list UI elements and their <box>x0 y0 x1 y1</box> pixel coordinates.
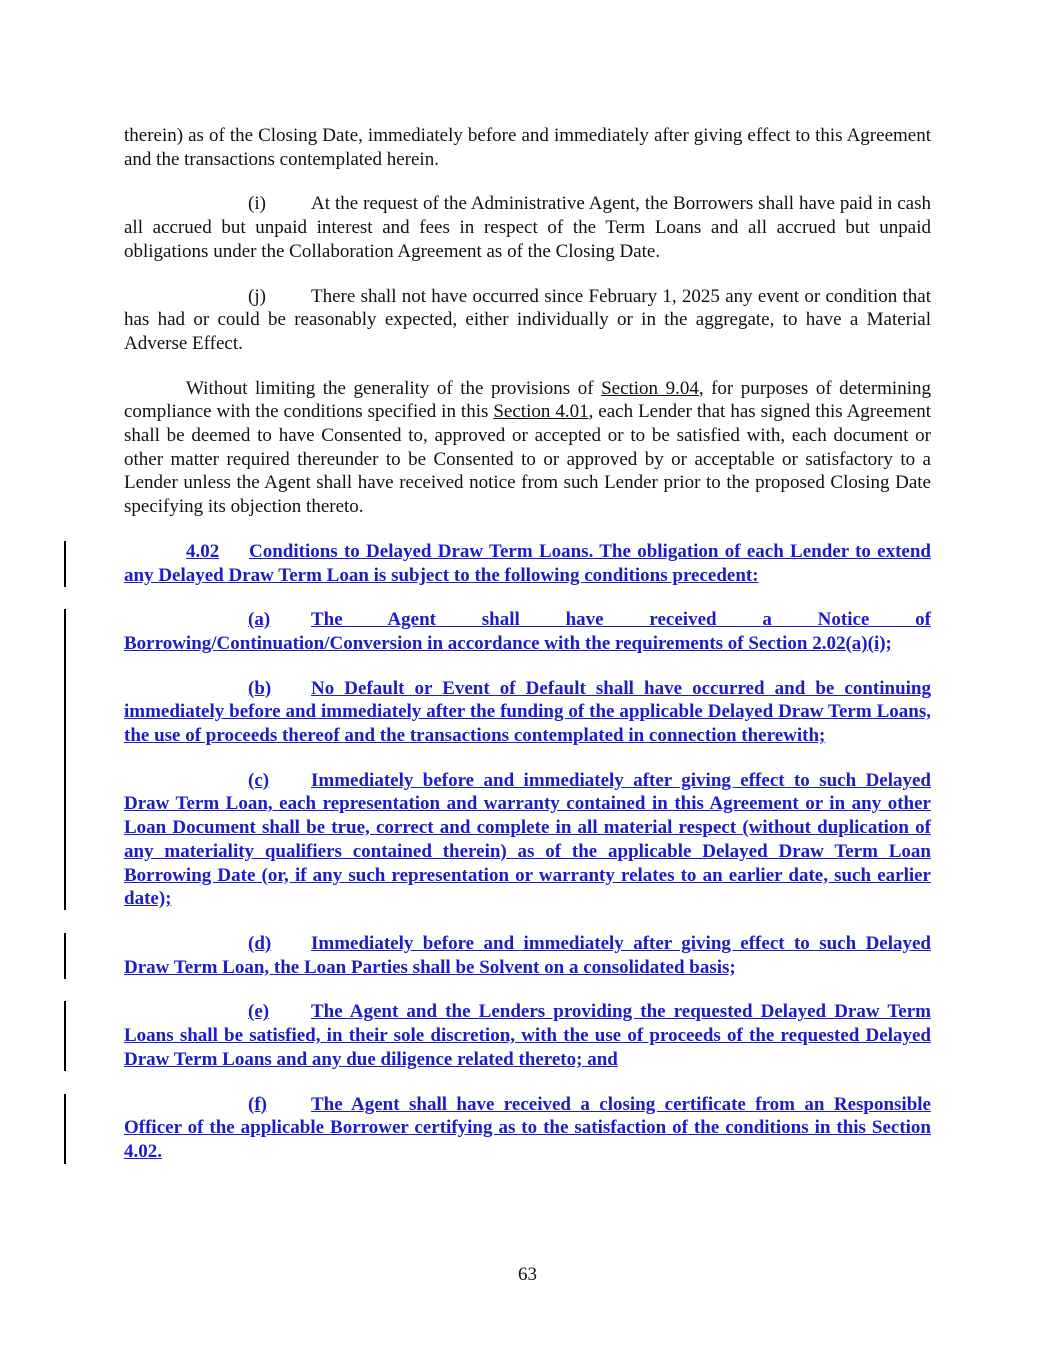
item-text: The Agent and the Lenders providing the requested Delayed Draw Term Loans shall be satisfied, in their sole discretion, with the use of proceeds of the requested Delayed Draw Term Loans and any due diligence related thereto; and <box>124 1001 931 1070</box>
inserted-item-a <box>124 608 931 655</box>
inserted-item-b <box>124 677 931 748</box>
section-4-01-ref: Section 4.01 <box>493 401 589 423</box>
closing-paragraph: Without limiting the generality of the provisions of Section 9.04, for purposes of determining compliance with the conditions specified in this Section 4.01, each Lender that has signed this Agreement shall be deemed to have Consented to, approved or accepted or to be satisfied with, each document or other matter required thereunder to be Consented to or approved by or acceptable or satisfactory to a Lender unless the Agent shall have received notice from such Lender prior to the proposed Closing Date specifying its objection thereto. <box>124 377 931 518</box>
item-text: There shall not have occurred since February 1, 2025 any event or condition that has had or could be reasonably expected, either individually or in the aggregate, to have a Material Adverse Effect. <box>124 285 931 354</box>
change-bar <box>64 1094 66 1164</box>
change-bar <box>64 541 66 587</box>
item-label: (b) <box>248 677 272 699</box>
item-text: Immediately before and immediately after giving effect to such Delayed Draw Term Loan, each representation and warranty contained in this Agreement or in any other Loan Document shall be true, correct and complete in all material respect (without duplication of any materiality qualifiers contained therein) as of the applicable Delayed Draw Term Loan Borrowing Date (or, if any such representation or warranty relates to an earlier date, such earlier date); <box>124 769 931 910</box>
item-label: (e) <box>248 1001 270 1023</box>
continuation-paragraph: therein) as of the Closing Date, immediately before and immediately after giving effect to this Agreement and the transactions contemplated herein. <box>124 125 931 170</box>
item-label: (f) <box>248 1093 267 1115</box>
item-label: (i) <box>248 193 266 215</box>
item-text: Immediately before and immediately after giving effect to such Delayed Draw Term Loan, the Loan Parties shall be Solvent on a consolidated basis; <box>124 932 931 978</box>
section-number: 4.02 <box>186 540 220 562</box>
section-4-02-block <box>124 540 931 587</box>
section-text: Conditions to Delayed Draw Term Loans. The obligation of each Lender to extend any Delayed Draw Term Loan is subject to the following conditions precedent: <box>124 540 931 586</box>
item-text: No Default or Event of Default shall have occurred and be continuing immediately before and immediately after the funding of the applicable Delayed Draw Term Loans, the use of proceeds thereof and the transactions contemplated in connection therewith; <box>124 677 931 747</box>
inserted-item-d <box>124 932 931 979</box>
change-bar <box>64 933 66 979</box>
change-bar <box>64 1001 66 1071</box>
item-label: (a) <box>248 609 271 631</box>
item-i <box>124 192 931 263</box>
inserted-item-e <box>124 1000 931 1071</box>
inserted-item-c <box>124 769 931 911</box>
section-4-02-heading <box>124 540 931 587</box>
item-j <box>124 285 931 356</box>
item-label: (c) <box>248 769 270 791</box>
change-bar <box>64 609 66 679</box>
item-text: The Agent shall have received a closing certificate from an Responsible Officer of the applicable Borrower certifying as to the satisfaction of the conditions in this Section 4.02. <box>124 1093 931 1162</box>
inserted-item-f <box>124 1093 931 1164</box>
item-label: (d) <box>248 932 272 954</box>
page-number: 63 <box>518 1264 537 1285</box>
change-bar <box>64 770 66 910</box>
item-text: The Agent shall have received a Notice of Borrowing/Continuation/Conversion in accordance with the requirements of Section 2.02(a)(i); <box>124 609 931 654</box>
item-text: At the request of the Administrative Agent, the Borrowers shall have paid in cash all accrued but unpaid interest and fees in respect of the Term Loans and all accrued but unpaid obligations under the Collaboration Agreement as of the Closing Date. <box>124 193 931 262</box>
item-label: (j) <box>248 285 266 307</box>
document-page <box>124 124 931 1164</box>
section-9-04-ref: Section 9.04 <box>601 377 699 399</box>
change-bar <box>64 678 66 771</box>
